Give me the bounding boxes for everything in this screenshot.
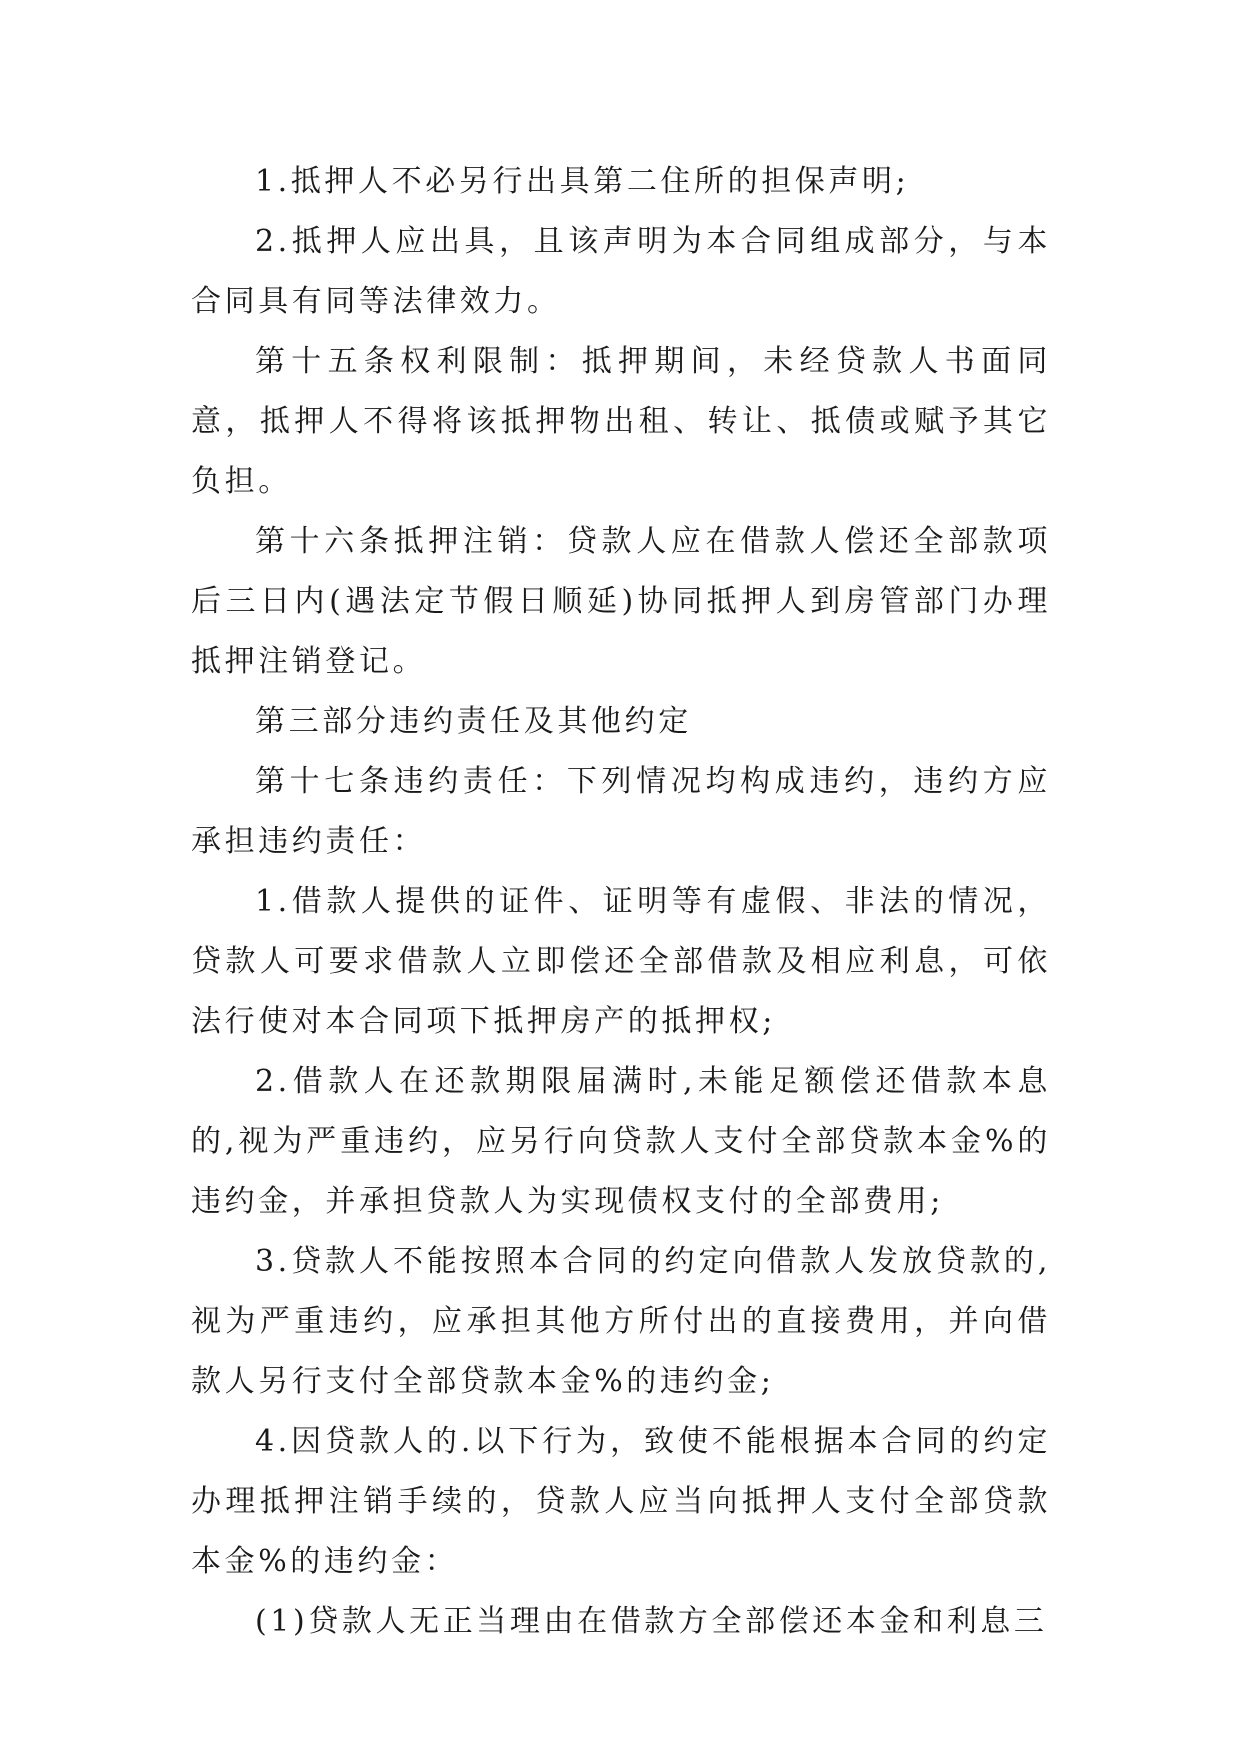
breach-item-4: 4.因贷款人的.以下行为，致使不能根据本合同的约定办理抵押注销手续的，贷款人应当向抵押人支付全部贷款本金%的违约金： xyxy=(191,1424,1051,1579)
document-body xyxy=(191,152,1051,1652)
breach-item-1: 1.借款人提供的证件、证明等有虚假、非法的情况，贷款人可要求借款人立即偿还全部借款及相应利息，可依法行使对本合同项下抵押房产的抵押权; xyxy=(191,884,1051,1039)
breach-item-2: 2.借款人在还款期限届满时,未能足额偿还借款本息的,视为严重违约，应另行向贷款人支付全部贷款本金%的违约金，并承担贷款人为实现债权支付的全部费用; xyxy=(191,1064,1051,1219)
breach-subitem-1: (1)贷款人无正当理由在借款方全部偿还本金和利息三 xyxy=(255,1604,1048,1639)
article-16-paragraph: 第十六条抵押注销：贷款人应在借款人偿还全部款项后三日内(遇法定节假日顺延)协同抵押人到房管部门办理抵押注销登记。 xyxy=(191,524,1051,679)
paragraph-item-2: 2.抵押人应出具，且该声明为本合同组成部分，与本合同具有同等法律效力。 xyxy=(191,224,1051,319)
section-heading: 第三部分违约责任及其他约定 xyxy=(255,704,692,739)
paragraph-item-1: 1.抵押人不必另行出具第二住所的担保声明; xyxy=(255,164,910,199)
article-15-paragraph: 第十五条权利限制：抵押期间，未经贷款人书面同意，抵押人不得将该抵押物出租、转让、抵债或赋予其它负担。 xyxy=(191,344,1051,499)
breach-item-3: 3.贷款人不能按照本合同的约定向借款人发放贷款的,视为严重违约，应承担其他方所付出的直接费用，并向借款人另行支付全部贷款本金%的违约金; xyxy=(191,1244,1051,1399)
article-17-paragraph: 第十七条违约责任：下列情况均构成违约，违约方应承担违约责任： xyxy=(191,764,1051,859)
